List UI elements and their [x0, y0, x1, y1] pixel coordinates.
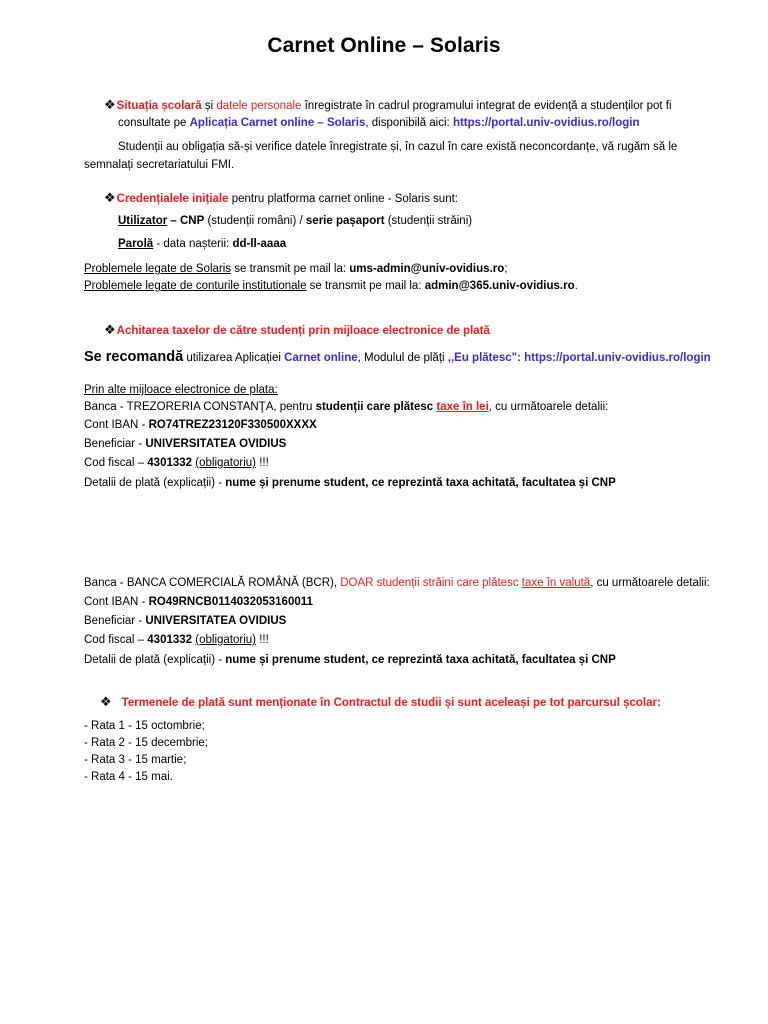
iban-1-value: RO74TREZ23120F330500XXXX	[148, 419, 317, 431]
diamond-bullet-icon: ❖	[100, 694, 112, 709]
institutional-problems-line	[84, 279, 578, 294]
beneficiary-1-line	[84, 437, 286, 452]
utilizator-label: Utilizator	[118, 215, 168, 227]
password-format: dd-ll-aaaa	[232, 238, 287, 250]
passport-text: serie pașaport	[305, 215, 385, 227]
diamond-bullet-icon: ❖	[104, 97, 116, 112]
section-1-line-2	[118, 116, 639, 131]
payment-heading: Achitarea taxelor de către studenți prin mijloace electronice de plată	[116, 325, 490, 337]
text-fragment: utilizarea Aplicației	[183, 352, 285, 364]
text-fragment: DOAR studenții străini care plătesc	[340, 577, 522, 589]
bank-1-line	[84, 400, 608, 415]
text-fragment: Cont IBAN -	[84, 596, 149, 608]
parola-label: Parolă	[118, 238, 154, 250]
text-fragment: Detalii de plată (explicații) -	[84, 477, 226, 489]
section-2-heading	[104, 190, 458, 207]
section-3-heading	[104, 322, 490, 339]
text-fragment: se transmit pe mail la:	[306, 280, 425, 292]
recommend-line	[84, 350, 711, 366]
text-fragment: pentru platforma carnet online - Solaris sunt:	[228, 193, 458, 205]
text-fragment: !!!	[256, 457, 269, 469]
iban-2-value: RO49RNCB0114032053160011	[148, 596, 313, 608]
text-fragment: , cu următoarele detalii:	[590, 577, 710, 589]
section-1-para-2-line-2: semnalați secretariatului FMI.	[84, 159, 235, 171]
date-personale-text: datele personale	[216, 100, 302, 112]
text-fragment: - data nașterii:	[153, 238, 233, 250]
text-fragment: (studenții români) /	[204, 215, 306, 227]
text-fragment: Cod fiscal –	[84, 634, 148, 646]
se-recomanda-text: Se recomandă	[84, 349, 184, 365]
diamond-bullet-icon: ❖	[104, 322, 116, 337]
section-4-heading	[100, 694, 661, 711]
diamond-bullet-icon: ❖	[104, 190, 116, 205]
text-fragment: .	[574, 280, 578, 292]
rate-item: - Rata 3 - 15 martie;	[84, 754, 187, 766]
payment-terms-heading: Termenele de plată sunt menționate în Contractul de studii și sunt aceleași pe tot parcursul școlar:	[121, 697, 661, 709]
situatie-scolara-text: Situația școlară	[116, 100, 202, 112]
text-fragment: Banca - BANCA COMERCIALĂ ROMÂNĂ (BCR),	[84, 577, 341, 589]
text-fragment: Beneficiar -	[84, 438, 146, 450]
text-fragment: înregistrate în cadrul programului integrat de evidență a studenților pot fi	[301, 100, 672, 112]
carnet-online-app-link[interactable]: Aplicația Carnet online – Solaris	[189, 117, 366, 129]
carnet-online-text: Carnet online	[284, 352, 358, 364]
iban-2-line	[84, 595, 313, 610]
other-methods-line: Prin alte mijloace electronice de plata:	[84, 384, 278, 396]
rate-item: - Rata 2 - 15 decembrie;	[84, 737, 209, 749]
details-1-line	[84, 476, 616, 491]
beneficiary-2-line	[84, 614, 286, 629]
username-line	[118, 214, 472, 229]
text-fragment: studenții care plătesc	[315, 401, 437, 413]
text-fragment: Cod fiscal –	[84, 457, 148, 469]
details-2-line	[84, 653, 616, 668]
text-fragment: , disponibilă aici:	[365, 117, 453, 129]
text-fragment: Problemele legate de Solaris	[84, 263, 232, 275]
ums-admin-email[interactable]: ums-admin@univ-ovidius.ro	[349, 263, 505, 275]
fiscal-code-1-line	[84, 456, 269, 471]
details-1-value: nume și prenume student, ce reprezintă taxa achitată, facultatea și CNP	[225, 477, 616, 489]
text-fragment: Cont IBAN -	[84, 419, 149, 431]
cnp-text: CNP	[180, 215, 205, 227]
fiscal-code-2-line	[84, 633, 269, 648]
text-fragment: Banca - TREZORERIA CONSTANŢA, pentru	[84, 401, 316, 413]
text-fragment: Beneficiar -	[84, 615, 146, 627]
text-fragment: și	[201, 100, 217, 112]
fiscal-code-1-value: 4301332	[147, 457, 193, 469]
text-fragment: se transmit pe mail la:	[231, 263, 350, 275]
section-1-para-2-line-1: Studenții au obligația să-și verifice datele înregistrate și, în cazul în care există neconcordanțe, vă rugăm să le	[118, 141, 678, 153]
text-fragment: ;	[504, 263, 508, 275]
details-2-value: nume și prenume student, ce reprezintă taxa achitată, facultatea și CNP	[225, 654, 616, 666]
admin-365-email[interactable]: admin@365.univ-ovidius.ro	[424, 280, 575, 292]
text-fragment: Problemele legate de conturile institutionale	[84, 280, 307, 292]
text-fragment: (obligatoriu)	[195, 634, 256, 646]
password-line	[118, 237, 286, 252]
rate-item: - Rata 1 - 15 octombrie;	[84, 720, 205, 732]
text-fragment: , Modulul de plăți	[357, 352, 448, 364]
text-fragment: , cu următoarele detalii:	[488, 401, 609, 413]
eu-platesc-link[interactable]: ,,Eu plătesc": https://portal.univ-ovidius.ro/login	[447, 352, 711, 364]
text-fragment: (studenții străini)	[384, 215, 473, 227]
taxe-valuta-text: taxe în valută	[521, 577, 591, 589]
text-fragment: !!!	[256, 634, 269, 646]
credentiale-text: Credențialele inițiale	[116, 193, 229, 205]
iban-1-line	[84, 418, 317, 433]
text-fragment: consultate pe	[118, 117, 190, 129]
beneficiary-1-value: UNIVERSITATEA OVIDIUS	[145, 438, 287, 450]
beneficiary-2-value: UNIVERSITATEA OVIDIUS	[145, 615, 287, 627]
text-fragment: –	[167, 215, 180, 227]
text-fragment: (obligatoriu)	[195, 457, 256, 469]
page-title: Carnet Online – Solaris	[267, 34, 501, 57]
fiscal-code-2-value: 4301332	[147, 634, 193, 646]
portal-login-link[interactable]: https://portal.univ-ovidius.ro/login	[452, 117, 640, 129]
solaris-problems-line	[84, 262, 507, 277]
taxe-lei-text: taxe în lei	[436, 401, 489, 413]
bank-2-line	[84, 576, 710, 591]
section-1-line-1	[104, 97, 672, 114]
text-fragment: Detalii de plată (explicații) -	[84, 654, 226, 666]
rate-item: - Rata 4 - 15 mai.	[84, 771, 173, 783]
